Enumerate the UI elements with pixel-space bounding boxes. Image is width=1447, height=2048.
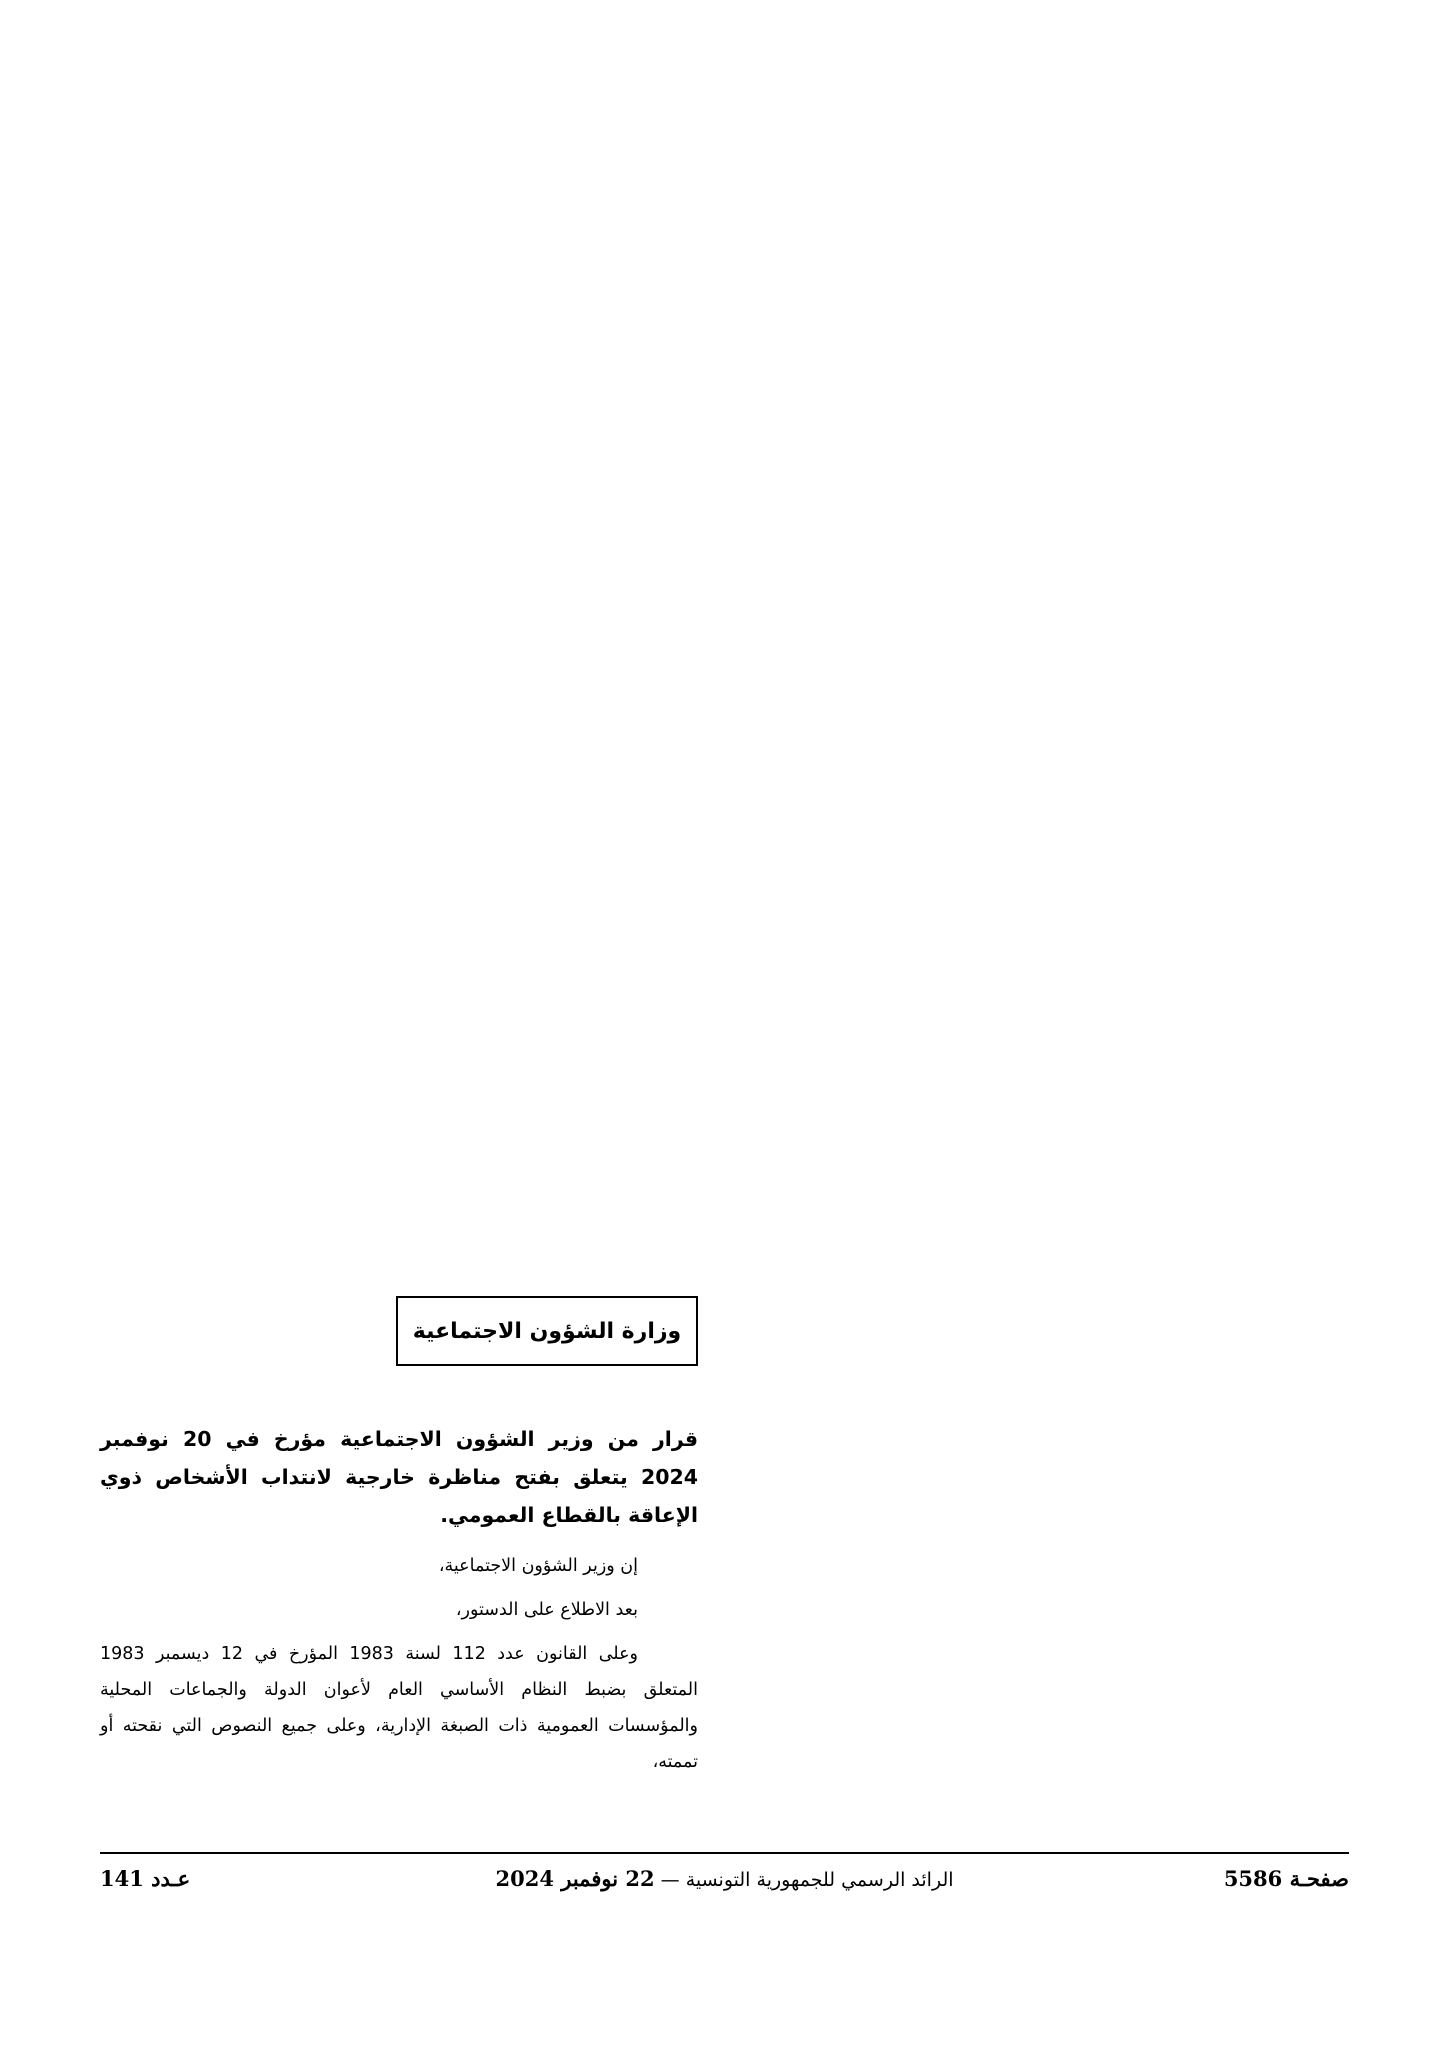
journal-title: الرائد الرسمي للجمهورية التونسية [685,1869,954,1891]
journal-separator: — [654,1869,686,1891]
journal-date: 22 نوفمبر 2024 [495,1866,655,1891]
page-number: صفحـة 5586 [1223,1866,1349,1891]
preamble-paragraph: وعلى القانون عدد 112 لسنة 1983 المؤرخ في 12 ديسمبر 1983 المتعلق بضبط النظام الأساسي العام لأعوان الدولة والجماعات المحلية والمؤسسات العمومية ذات الصبغة الإدارية، وعلى جميع النصوص التي نقحته أو تممته، [100,1644,698,1772]
ministry-heading-box [396,1296,698,1366]
issue-number: عـدد 141 [100,1866,191,1891]
footer-divider [100,1852,1349,1854]
preamble-paragraph: بعد الاطلاع على الدستور، [455,1600,638,1620]
decree-title: قرار من وزير الشؤون الاجتماعية مؤرخ في 20 نوفمبر 2024 يتعلق بفتح مناظرة خارجية لانتداب الأشخاص ذوي الإعاقة بالقطاع العمومي. [100,1427,698,1527]
ministry-name: وزارة الشؤون الاجتماعية [412,1318,682,1344]
page-footer [100,1866,1349,1906]
journal-masthead [100,1866,1349,1891]
preamble-paragraph: إن وزير الشؤون الاجتماعية، [438,1556,638,1576]
